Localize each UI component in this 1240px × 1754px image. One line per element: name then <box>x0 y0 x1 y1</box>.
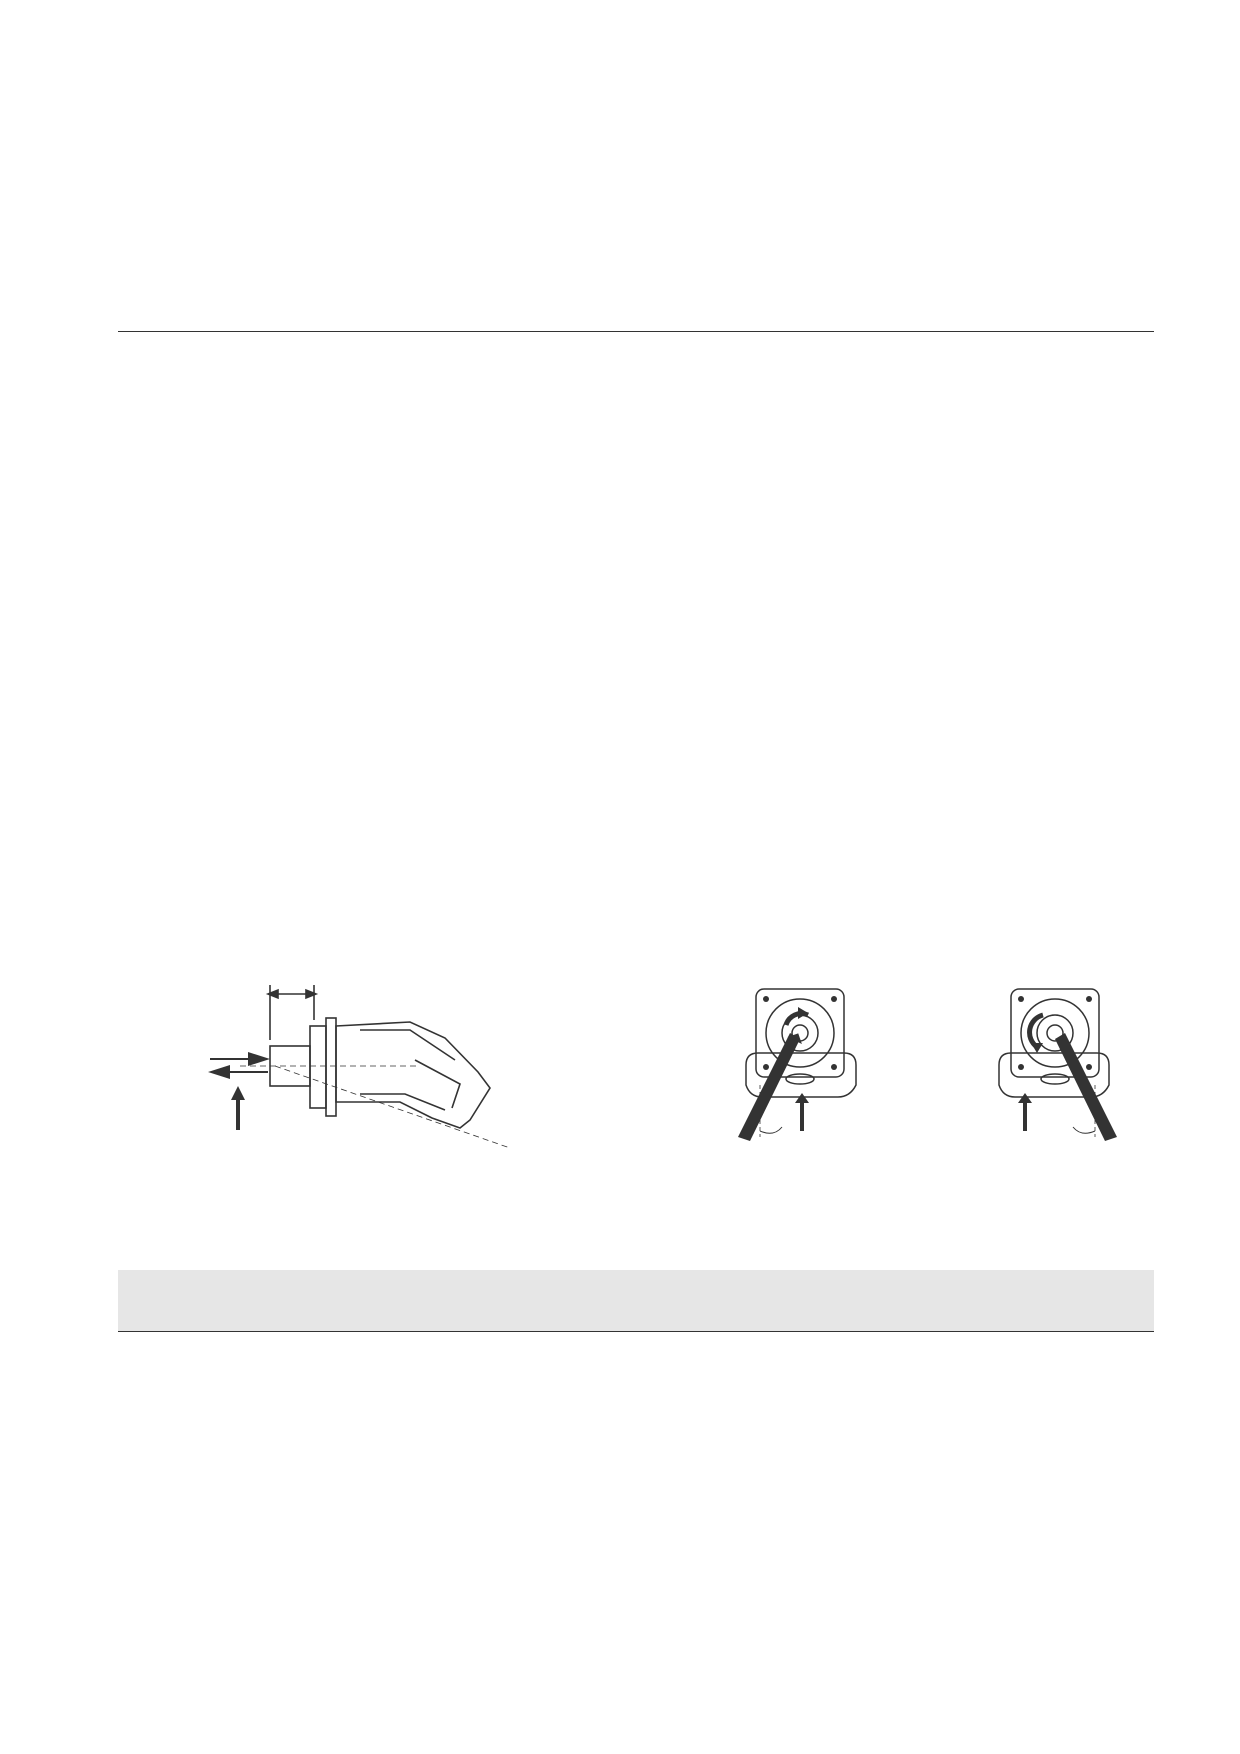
seal-header-rule <box>118 331 1154 332</box>
front-view-cw-diagram <box>985 985 1135 1150</box>
motor-side-diagram <box>160 960 540 1160</box>
load-table-header <box>118 1270 1154 1332</box>
load-table-header-rule <box>118 1331 1154 1332</box>
front-view-ccw-diagram <box>720 985 870 1150</box>
